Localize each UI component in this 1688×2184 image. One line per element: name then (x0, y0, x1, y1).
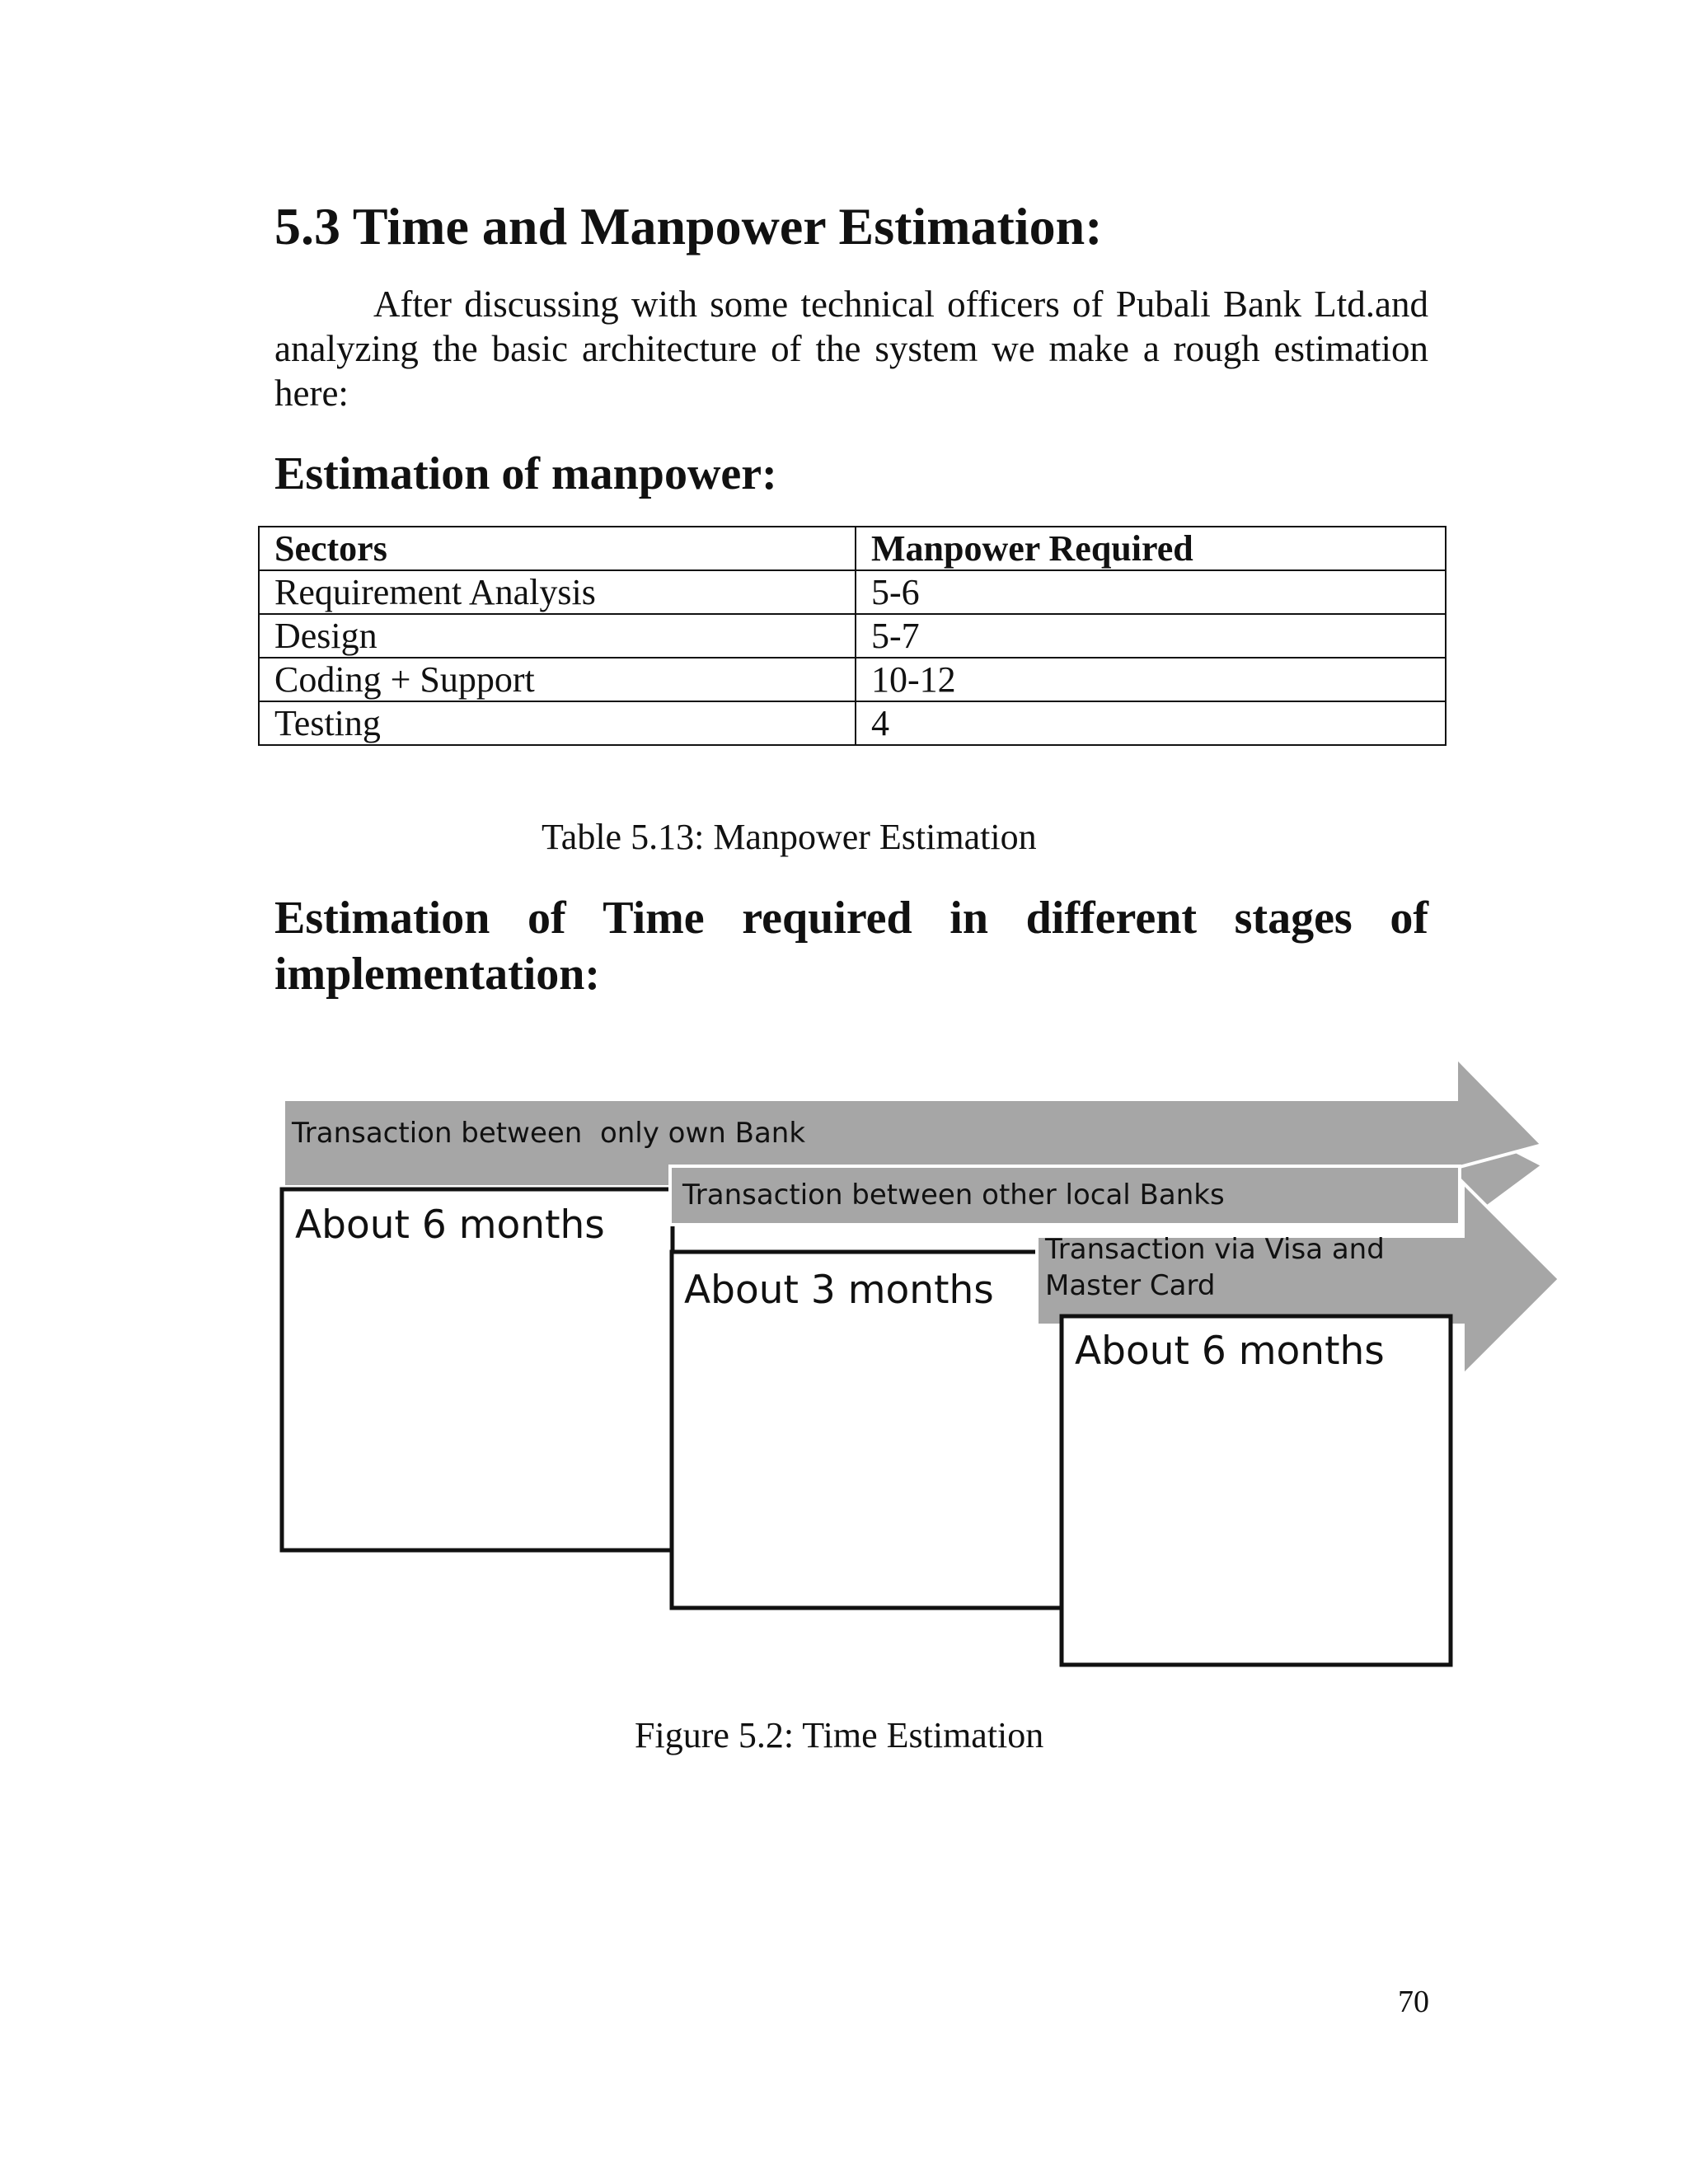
time-heading-line-1: Estimation of Time required in different stages of (274, 893, 1428, 944)
time-heading-line-2: implementation: (274, 949, 601, 1000)
manpower-heading: Estimation of manpower: (274, 448, 777, 499)
intro-line-2: analyzing the basic architecture of the system we make a rough estimation (274, 328, 1428, 369)
stage-1-duration: About 6 months (295, 1202, 605, 1248)
manpower-cell: 4 (856, 701, 1446, 745)
intro-line-3: here: (274, 373, 349, 414)
manpower-cell: 10-12 (856, 658, 1446, 701)
page-number: 70 (1398, 1985, 1429, 2019)
stage-3-duration: About 6 months (1075, 1329, 1385, 1374)
stage-2-duration: About 3 months (684, 1268, 994, 1313)
sector-cell: Coding + Support (259, 658, 856, 701)
stage-1-label: Transaction between only own Bank (292, 1117, 806, 1150)
manpower-cell: 5-6 (856, 570, 1446, 614)
table-caption: Table 5.13: Manpower Estimation (542, 817, 1037, 857)
section-title: 5.3 Time and Manpower Estimation: (274, 197, 1103, 255)
intro-line-1: After discussing with some technical officers of Pubali Bank Ltd.and (373, 284, 1428, 325)
stage-3-label-line-1: Transaction via Visa and (1045, 1233, 1385, 1266)
stage-2-label: Transaction between other local Banks (682, 1179, 1225, 1212)
figure-caption: Figure 5.2: Time Estimation (635, 1715, 1044, 1755)
stage-3-label-line-2: Master Card (1045, 1269, 1216, 1302)
sector-cell: Requirement Analysis (259, 570, 856, 614)
column-header-sectors: Sectors (259, 527, 856, 570)
column-header-manpower: Manpower Required (856, 527, 1446, 570)
sector-cell: Design (259, 614, 856, 658)
manpower-cell: 5-7 (856, 614, 1446, 658)
sector-cell: Testing (259, 701, 856, 745)
